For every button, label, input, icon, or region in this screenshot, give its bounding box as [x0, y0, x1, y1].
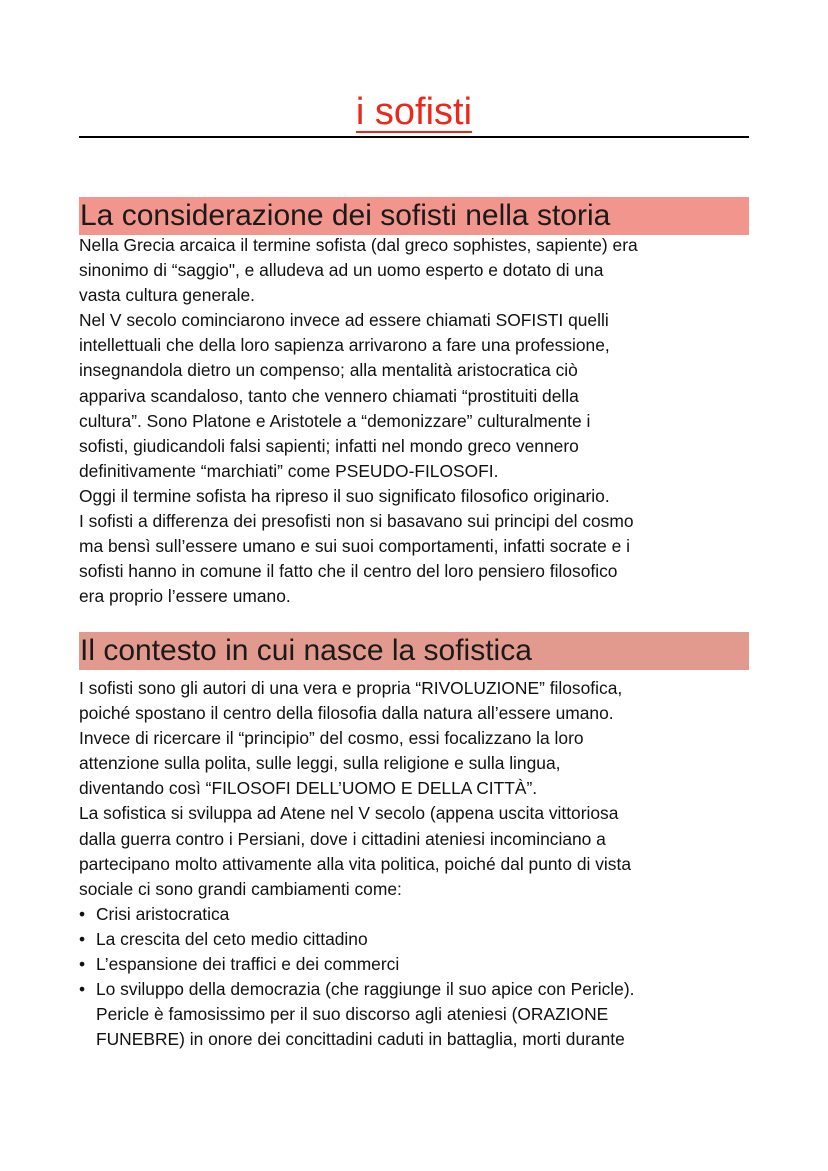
bullet-icon: •: [79, 904, 86, 924]
list-item-text: FUNEBRE) in onore dei concittadini caduti in battaglia, morti durante: [96, 1029, 625, 1050]
page-title: i sofisti: [355, 91, 473, 133]
list-item: [79, 927, 759, 952]
bullet-list: [79, 902, 759, 1053]
section-body-history: [79, 233, 759, 609]
list-item: [79, 902, 759, 927]
paragraph-line: era proprio l’essere umano.: [79, 586, 291, 607]
section-heading-context: Il contesto in cui nasce la sofistica: [79, 632, 749, 670]
paragraph-line: La sofistica si sviluppa ad Atene nel V secolo (appena uscita vittoriosa: [79, 803, 619, 824]
paragraph-line: I sofisti sono gli autori di una vera e propria “RIVOLUZIONE” filosofica,: [79, 678, 623, 698]
paragraph-line: cultura”. Sono Platone e Aristotele a “demonizzare” culturalmente i: [79, 410, 591, 431]
paragraph-line: intellettuali che della loro sapienza arrivarono a fare una professione,: [79, 335, 610, 356]
section-heading-history: La considerazione dei sofisti nella storia: [79, 197, 749, 235]
list-item-text: La crescita del ceto medio cittadino: [96, 929, 368, 950]
paragraph-line: definitivamente “marchiati” come PSEUDO-FILOSOFI.: [79, 460, 499, 481]
paragraph-line: I sofisti a differenza dei presofisti non si basavano sui principi del cosmo: [79, 511, 634, 532]
bullet-icon: •: [79, 954, 86, 975]
paragraph-line: appariva scandaloso, tanto che vennero chiamati “prostituiti della: [79, 385, 579, 406]
bullet-icon: •: [79, 929, 86, 950]
paragraph-line: dalla guerra contro i Persiani, dove i cittadini ateniesi incominciano a: [79, 828, 606, 849]
paragraph-line: sofisti, giudicandoli falsi sapienti; infatti nel mondo greco vennero: [79, 435, 579, 456]
paragraph-line: insegnandola dietro un compenso; alla mentalità aristocratica ciò: [79, 360, 578, 381]
list-item-text: L’espansione dei traffici e dei commerci: [96, 954, 400, 975]
paragraph-line: poiché spostano il centro della filosofia dalla natura all’essere umano.: [79, 703, 614, 724]
paragraph-line: Nel V secolo cominciarono invece ad essere chiamati SOFISTI quelli: [79, 310, 609, 331]
list-item-text: Crisi aristocratica: [96, 904, 230, 924]
paragraph-line: sofisti hanno in comune il fatto che il centro del loro pensiero filosofico: [79, 561, 618, 582]
title-rule: [79, 88, 749, 138]
paragraph-line: partecipano molto attivamente alla vita politica, poiché dal punto di vista: [79, 853, 631, 874]
list-item: [79, 977, 759, 1052]
bullet-icon: •: [79, 979, 86, 1000]
paragraph-line: sinonimo di “saggio", e alludeva ad un uomo esperto e dotato di una: [79, 260, 604, 281]
paragraph-line: ma bensì sull’essere umano e sui suoi comportamenti, infatti socrate e i: [79, 536, 630, 557]
list-item-text: Pericle è famosissimo per il suo discorso agli ateniesi (ORAZIONE: [96, 1004, 609, 1025]
paragraph-line: attenzione sulla polita, sulle leggi, sulla religione e sulla lingua,: [79, 753, 561, 774]
paragraph-line: Oggi il termine sofista ha ripreso il suo significato filosofico originario.: [79, 485, 610, 506]
paragraph-line: vasta cultura generale.: [79, 285, 255, 306]
section-body-context: [79, 676, 759, 902]
list-item-text: Lo sviluppo della democrazia (che raggiunge il suo apice con Pericle).: [96, 979, 635, 1000]
list-item: [79, 952, 759, 977]
paragraph-line: sociale ci sono grandi cambiamenti come:: [79, 878, 402, 899]
paragraph-line: Invece di ricercare il “principio” del cosmo, essi focalizzano la loro: [79, 728, 584, 749]
paragraph-line: diventando così “FILOSOFI DELL’UOMO E DELLA CITTÀ”.: [79, 778, 538, 799]
paragraph-line: Nella Grecia arcaica il termine sofista (dal greco sophistes, sapiente) era: [79, 235, 638, 255]
